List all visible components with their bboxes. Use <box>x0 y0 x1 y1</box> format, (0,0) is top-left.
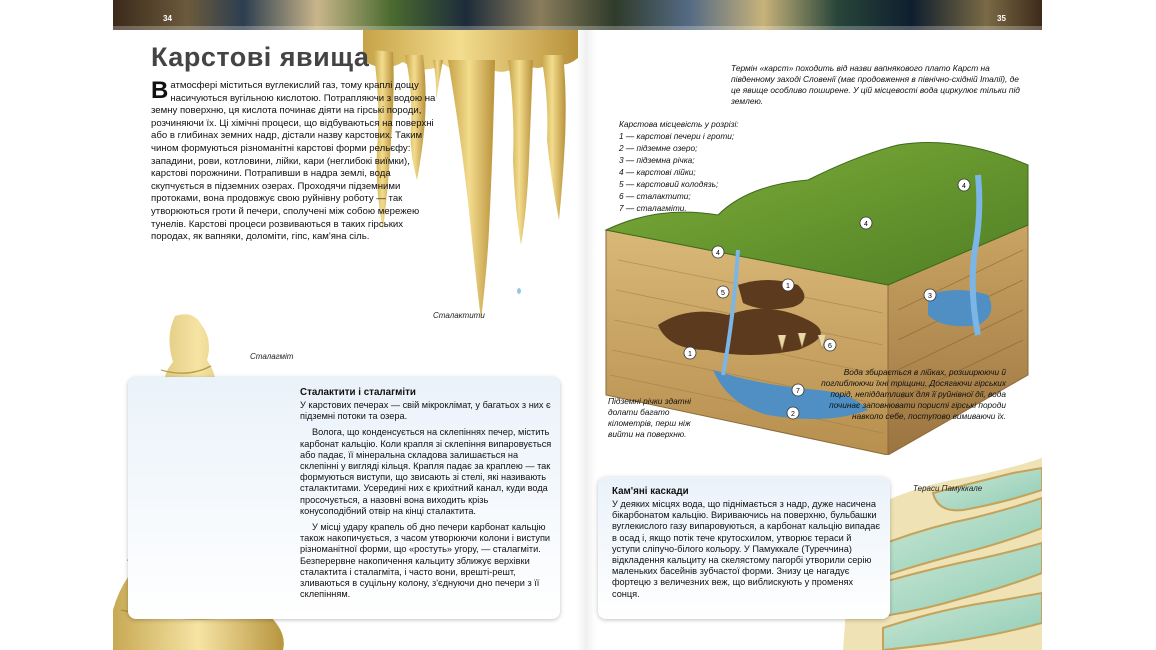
page-title: Карстові явища <box>151 42 370 72</box>
box-paragraph: У деяких місцях вода, що піднімається з надр, дуже насичена бікарбонатом кальцію. Вириваючись на поверхню, бульбашки вуглекислого газу випаровуються, а карбонат кальцію випадає в осад і, якщо потік тече крутосхилом, утворює тераси й уступи сліпучо-білого кольору. У Памуккале (Туреччина) відкладення кальциту на скелястому пагорбі утворили серію маленьких басейнів зубчастої форми. Знизу це нагадує фортецю з величезних веж, що виблискують у променях сонця. <box>612 499 881 599</box>
book-gutter <box>576 30 596 650</box>
legend-item: 5 — карстовий колодязь; <box>619 179 719 189</box>
legend-item: 6 — сталактити; <box>619 191 691 201</box>
diagram-marker: 5 <box>721 290 725 297</box>
diagram-marker: 6 <box>828 343 832 350</box>
stone-cascades-box <box>598 477 890 619</box>
page-number-right: 35 <box>997 14 1006 23</box>
stalactites-stalagmites-box <box>128 377 560 619</box>
stone-cascades-content <box>612 486 882 605</box>
legend-title: Карстова місцевість у розрізі: <box>619 119 739 129</box>
legend-item: 2 — підземне озеро; <box>619 143 698 153</box>
box-paragraph-3: У місці удару крапель об дно печери карбонат кальцію також накопичується, з часом утворюючи колони і виступи різноманітної форми, що «ростуть» угору, — сталагміти. Безперервне накопичення кальциту зближує верхівки сталактита і сталагміта, і часто вони, врешті-решт, зливаються в суцільну колону, з'єднуючи дно печери з її склепінням. <box>300 522 551 600</box>
box-paragraph-1: У карстових печерах — свій мікроклімат, у багатьох з них є підземні потоки та озера. <box>300 400 551 422</box>
box-heading: Сталактити і сталагміти <box>300 387 416 398</box>
underground-rivers-annotation: Підземні річки здатні долати багато кілометрів, перш ніж вийти на поверхню. <box>608 396 692 439</box>
stalagmite-caption: Сталагміт <box>250 352 294 361</box>
terraces-caption: Тераси Памуккале <box>913 484 983 493</box>
intro-text <box>151 77 441 244</box>
diagram-marker: 2 <box>791 411 795 418</box>
box-heading: Кам'яні каскади <box>612 486 689 497</box>
water-annotation: Вода збирається в лійках, розширюючи й поглиблюючи їхні тріщини. Досягаючи гірських порід, непіддатливих для її руйнівної дії, вода починає заповнювати пористі гірські породи навколо себе, поступово вимиваючи їх. <box>821 367 1006 421</box>
book-spread <box>113 0 1042 650</box>
page-number-left: 34 <box>163 14 172 23</box>
box-paragraph-2: Волога, що конденсується на склепіннях печер, містить карбонат кальцію. Коли крапля зі склепіння випаровується або падає, її мінеральна складова залишається на склепінні у вигляді кільця. Крапля падає за краплею — так формуються виступи, що звисають зі стелі, які називають сталактитами. Усередині них є крихітний канал, куди вода просочується, а назовні вона виходить крізь конусоподібний отвір на кінці сталактита. <box>300 427 552 516</box>
diagram-marker: 1 <box>786 283 790 290</box>
diagram-marker: 4 <box>864 221 868 228</box>
legend-item: 1 — карстові печери і гроти; <box>619 131 735 141</box>
drop-cap: В <box>151 77 169 104</box>
stalactites-caption: Сталактити <box>433 311 485 320</box>
diagram-marker: 4 <box>716 250 720 257</box>
diagram-marker: 7 <box>796 388 800 395</box>
stalactites-stalagmites-content <box>300 387 552 605</box>
intro-body: атмосфері міститься вуглекислий газ, тому краплі дощу насичуються вугільною кислотою. Потрапляючи з водою на земну поверхню, ця кислота починає діяти на гірські породи, розчиняючи їх. Ці хімічні процеси, що відбуваються на поверхні або в глибинах земних надр, дістали назву карстових. Таким чином формуються різноманітні карстові форми рельєфу: западини, рови, котловини, лійки, кари (неглибокі виїмки), карстові порожнини. Потрапивши в надра землі, вода скупчується в підземних озерах. Проходячи підземними протоками, вона продовжує свою руйнівну роботу — так утворюються гроти й печери, сполучені між собою мережею тунелів. Карстові процеси розвиваються в таких гірських породах, як вапняки, доломіти, гіпс, кам'яна сіль. <box>151 80 436 243</box>
legend-item: 4 — карстові лійки; <box>619 167 696 177</box>
legend-item: 3 — підземна річка; <box>619 155 695 165</box>
diagram-marker: 1 <box>688 351 692 358</box>
karst-term-note: Термін «карст» походить від назви вапнякового плато Карст на південному заході Словенії (має продовження в північно-східній Італії), де це явище особливо поширене. У цій місцевості вода циркулює тільки під землею. <box>731 63 1020 106</box>
diagram-marker: 3 <box>928 293 932 300</box>
top-photo-strip <box>113 0 1042 30</box>
diagram-marker: 4 <box>962 183 966 190</box>
legend-item: 7 — сталагміти. <box>619 203 687 213</box>
